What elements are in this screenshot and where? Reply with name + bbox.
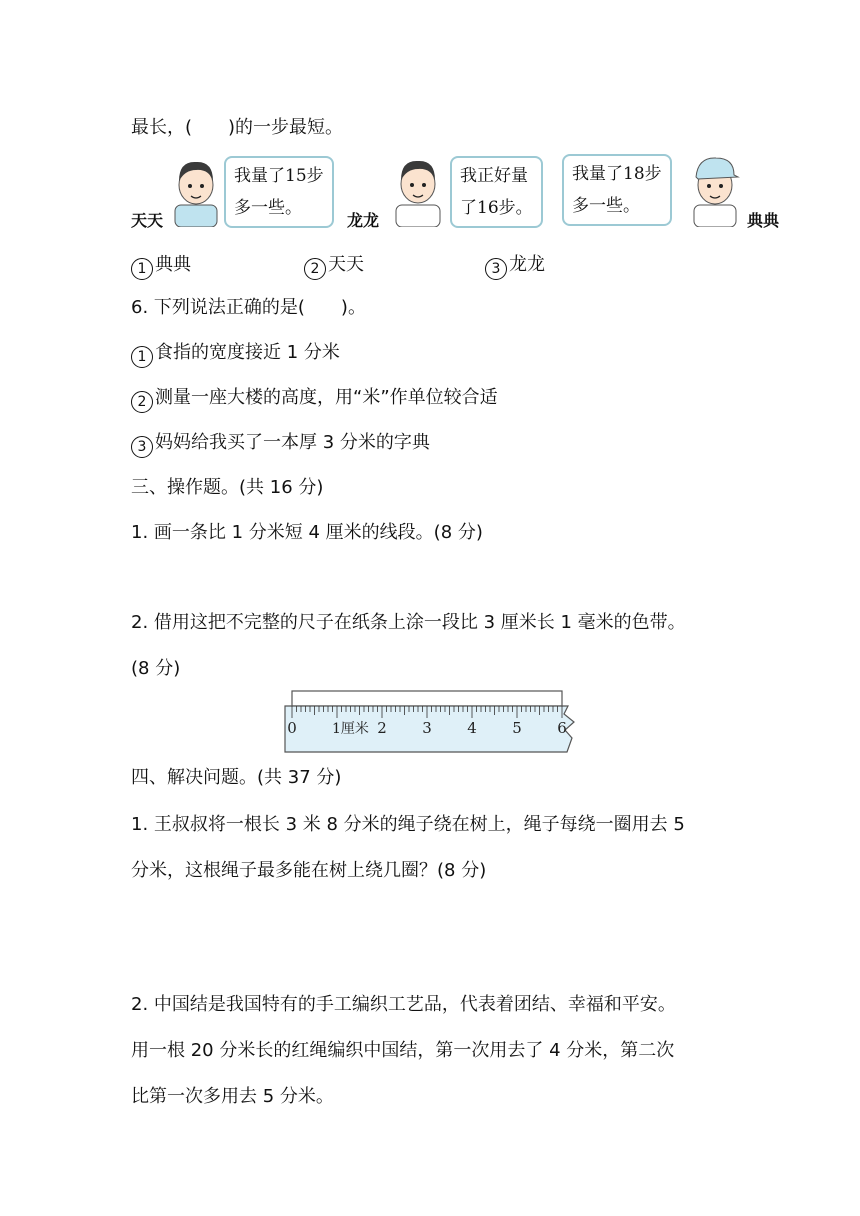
speech-line-1: 我量了15步	[234, 166, 324, 186]
speech-line-2: 多一些。	[572, 196, 640, 216]
speech-bubble-tiantian	[224, 156, 334, 228]
section3-q2-line1: 2. 借用这把不完整的尺子在纸条上涂一段比 3 厘米长 1 毫米的色带。	[131, 612, 686, 633]
option-number: 1	[131, 258, 153, 280]
option-text: 龙龙	[509, 254, 545, 275]
speech-bubble-diandian	[562, 154, 672, 226]
child-name-longlong: 龙龙	[347, 211, 380, 230]
option-text: 天天	[328, 254, 364, 275]
boy-tiantian-illustration	[167, 155, 225, 227]
section3-q1: 1. 画一条比 1 分米短 4 厘米的线段。(8 分)	[131, 522, 483, 543]
q6-option-1	[131, 341, 340, 368]
section4-q2-line1: 2. 中国结是我国特有的手工编织工艺品，代表着团结、幸福和平安。	[131, 994, 676, 1015]
section4-q2-line2: 用一根 20 分米长的红绳编织中国结，第一次用去了 4 分米，第二次	[131, 1040, 675, 1061]
ruler-label: 3	[422, 719, 432, 737]
section4-q1-line1: 1. 王叔叔将一根长 3 米 8 分米的绳子绕在树上，绳子每绕一圈用去 5	[131, 814, 685, 835]
child-name-tiantian: 天天	[131, 211, 164, 230]
speech-line-2: 了16步。	[460, 198, 533, 218]
ruler-label: 6	[557, 719, 567, 737]
q5-option-2	[304, 250, 364, 280]
section4-q2-line3: 比第一次多用去 5 分米。	[131, 1086, 334, 1107]
option-number: 3	[485, 258, 507, 280]
option-number: 2	[131, 391, 153, 413]
section3-q2-line2: (8 分)	[131, 658, 181, 679]
speech-line-1: 我量了18步	[572, 164, 662, 184]
boy-longlong-illustration	[388, 153, 448, 227]
speech-line-2: 多一些。	[234, 198, 302, 218]
option-number: 1	[131, 346, 153, 368]
ruler-label: 4	[467, 719, 477, 737]
ruler-label: 1厘米	[332, 721, 369, 737]
option-number: 2	[304, 258, 326, 280]
q6-option-3	[131, 431, 430, 458]
boy-diandian-illustration	[686, 153, 744, 227]
section4-q1-line2: 分米，这根绳子最多能在树上绕几圈？(8 分)	[131, 860, 487, 881]
ruler-label: 2	[377, 719, 387, 737]
ruler-label: 5	[512, 719, 522, 737]
option-text: 食指的宽度接近 1 分米	[155, 342, 340, 363]
option-text: 测量一座大楼的高度，用“米”作单位较合适	[155, 387, 498, 408]
q5-option-1	[131, 250, 191, 280]
q6-option-2	[131, 386, 498, 413]
ruler-label: 0	[287, 719, 297, 737]
child-name-diandian: 典典	[747, 211, 780, 230]
section3-heading: 三、操作题。(共 16 分)	[131, 477, 324, 498]
q6-stem: 6. 下列说法正确的是( )。	[131, 297, 366, 318]
q5-option-3	[485, 250, 545, 280]
speech-bubble-longlong	[450, 156, 543, 228]
speech-line-1: 我正好量	[460, 166, 528, 186]
option-number: 3	[131, 436, 153, 458]
section4-heading: 四、解决问题。(共 37 分)	[131, 767, 342, 788]
option-text: 典典	[155, 254, 191, 275]
option-text: 妈妈给我买了一本厚 3 分米的字典	[155, 432, 430, 453]
paper-strip	[292, 691, 562, 706]
broken-ruler-figure	[282, 688, 582, 756]
q5-continued-text: 最长，( )的一步最短。	[131, 117, 344, 138]
